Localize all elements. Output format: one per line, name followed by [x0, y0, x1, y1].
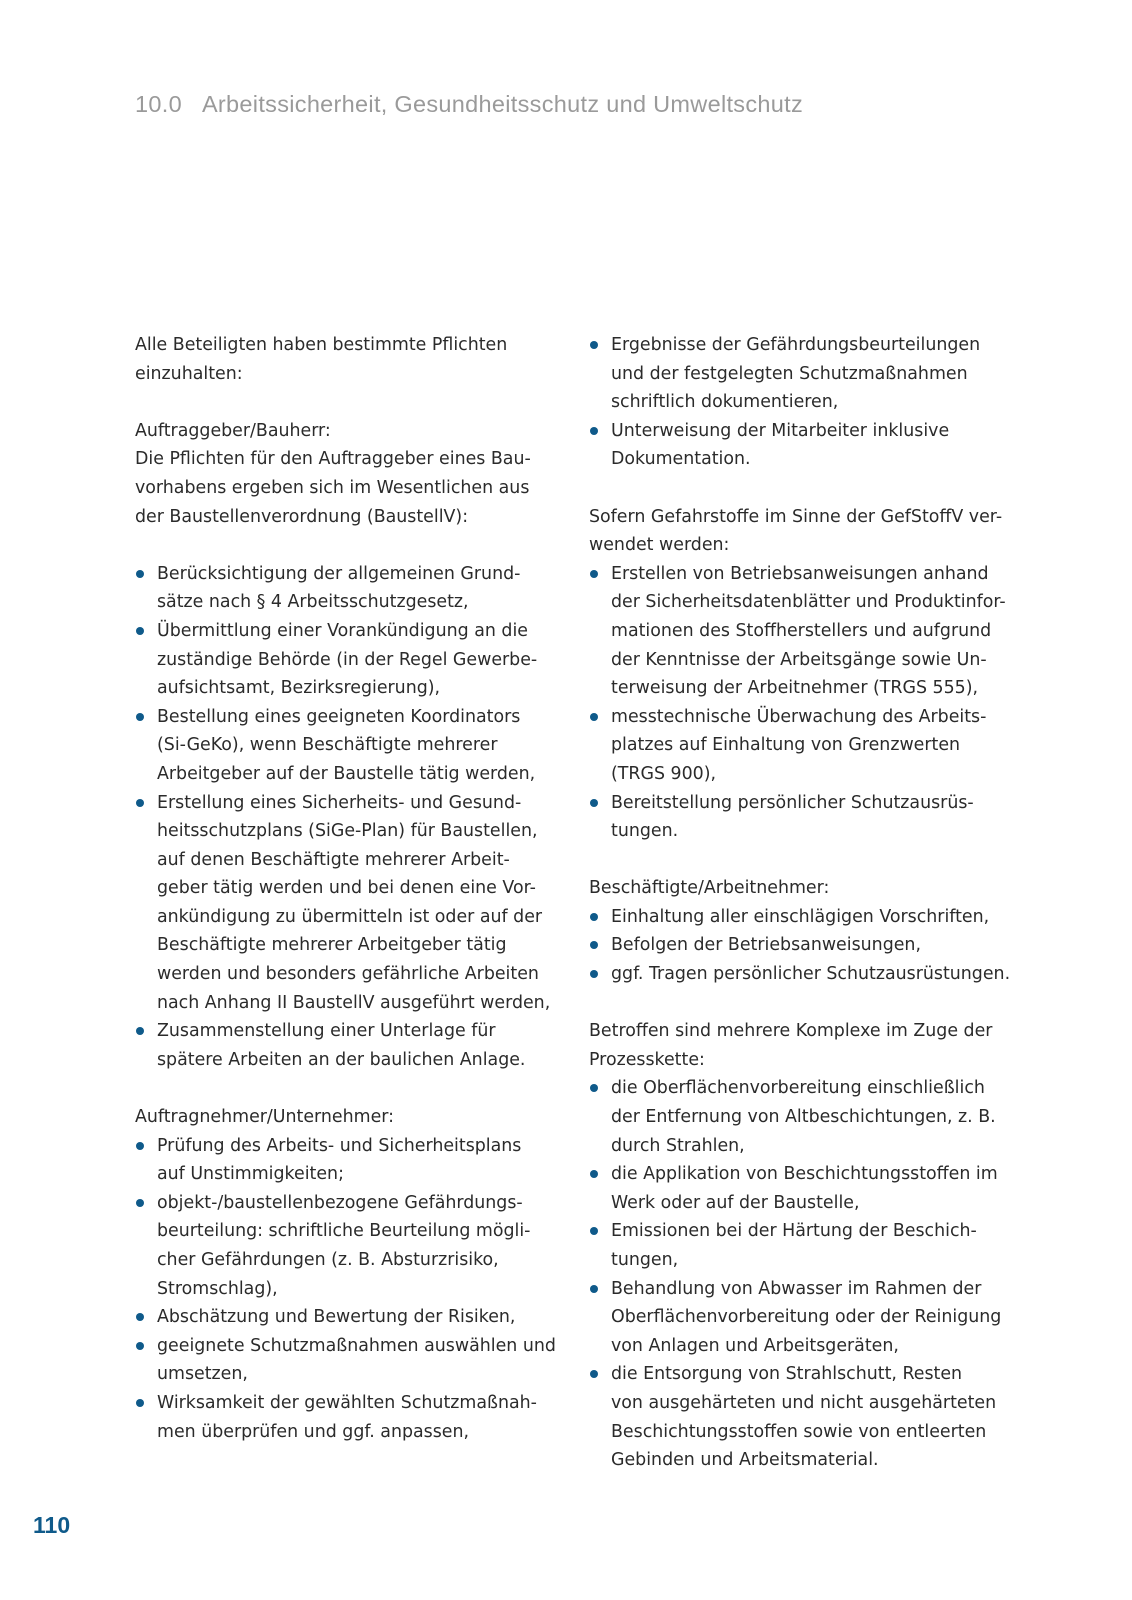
list-item-line: aufsichtsamt, Bezirksregierung), [157, 678, 441, 699]
list-item-line: sätze nach § 4 Arbeitsschutzgesetz, [157, 592, 469, 613]
list-item-line: terweisung der Arbeitnehmer (TRGS 555), [611, 678, 979, 699]
chapter-title: Arbeitssicherheit, Gesundheitsschutz und Umweltschutz [201, 91, 804, 117]
list-item-line: Erstellen von Betriebsanweisungen anhand [611, 563, 989, 584]
list-item-line: Unterweisung der Mitarbeiter inklusive [611, 420, 950, 441]
beschaeftigte-section [589, 874, 1029, 903]
list-item-line: Behandlung von Abwasser im Rahmen der [611, 1278, 982, 1299]
list-item-line: beurteilung: schriftliche Beurteilung mögli- [157, 1221, 531, 1242]
list-item-line: heitsschutzplans (SiGe-Plan) für Baustellen, [157, 821, 538, 842]
continued-list [589, 331, 1029, 474]
list-item-line: tungen. [611, 821, 679, 842]
list-item-line: Oberflächenvorbereitung oder der Reinigung [611, 1307, 1002, 1328]
list-item-line: ankündigung zu übermitteln ist oder auf der [157, 906, 543, 927]
list-item-line: Bestellung eines geeigneten Koordinators [157, 706, 521, 727]
list-item-line: Zusammenstellung einer Unterlage für [157, 1021, 496, 1042]
list-item [589, 1360, 1029, 1474]
list-item [589, 331, 1029, 417]
list-item-line: von Anlagen und Arbeitsgeräten, [611, 1335, 899, 1356]
text-line: Die Pflichten für den Auftraggeber eines Bau- [135, 449, 531, 470]
list-item-line: nach Anhang II BaustellV ausgeführt werden, [157, 992, 551, 1013]
chapter-number: 10.0 [135, 91, 182, 117]
list-item-line: die Applikation von Beschichtungsstoffen im [611, 1164, 998, 1185]
intro-paragraph [135, 331, 565, 388]
list-item-line: objekt-/baustellenbezogene Gefährdungs- [157, 1192, 523, 1213]
list-item [135, 703, 565, 789]
list-item-line: spätere Arbeiten an der baulichen Anlage. [157, 1049, 526, 1070]
list-item [589, 1217, 1029, 1274]
beschaeftigte-list [589, 903, 1029, 989]
list-item [589, 931, 1029, 960]
text-line: einzuhalten: [135, 363, 243, 384]
list-item-line: messtechnische Überwachung des Arbeits- [611, 706, 987, 727]
list-item-line: und der festgelegten Schutzmaßnahmen [611, 363, 968, 384]
list-item-line: mationen des Stoffherstellers und aufgrund [611, 620, 992, 641]
list-item [589, 1160, 1029, 1217]
list-item-line: men überprüfen und ggf. anpassen, [157, 1421, 470, 1442]
list-item-line: Abschätzung und Bewertung der Risiken, [157, 1307, 516, 1328]
list-item-line: Dokumentation. [611, 449, 751, 470]
page-header [135, 91, 803, 118]
text-line: Alle Beteiligten haben bestimmte Pflichten [135, 335, 508, 355]
list-item [135, 1303, 565, 1332]
list-item-line: (TRGS 900), [611, 763, 717, 784]
list-item-line: auf denen Beschäftigte mehrerer Arbeit- [157, 849, 510, 870]
list-item-line: auf Unstimmigkeiten; [157, 1164, 344, 1185]
auftragnehmer-section [135, 1103, 565, 1132]
list-item-line: Übermittlung einer Vorankündigung an die [157, 620, 528, 641]
list-item [135, 1332, 565, 1389]
list-item-line: platzes auf Einhaltung von Grenzwerten [611, 735, 961, 756]
list-item [135, 560, 565, 617]
list-item [589, 1074, 1029, 1160]
text-line: vorhabens ergeben sich im Wesentlichen aus [135, 477, 530, 498]
list-item [135, 1132, 565, 1189]
list-item [589, 703, 1029, 789]
list-item-line: werden und besonders gefährliche Arbeiten [157, 964, 539, 985]
list-item-line: von ausgehärteten und nicht ausgehärteten [611, 1392, 997, 1413]
list-item-line: Stromschlag), [157, 1278, 278, 1299]
list-item-line: geber tätig werden und bei denen eine Vor- [157, 878, 536, 899]
gefahrstoffe-text [589, 503, 1029, 560]
gefahrstoffe-list [589, 560, 1029, 846]
list-item-line: zuständige Behörde (in der Regel Gewerbe- [157, 649, 538, 670]
right-column [589, 331, 1029, 1503]
list-item-line: Einhaltung aller einschlägigen Vorschriften, [611, 906, 990, 927]
list-item-line: Gebinden und Arbeitsmaterial. [611, 1450, 879, 1471]
list-item [135, 617, 565, 703]
list-item [589, 789, 1029, 846]
list-item-line: der Entfernung von Altbeschichtungen, z. B. [611, 1107, 996, 1128]
list-item [135, 1189, 565, 1303]
text-line: Prozesskette: [589, 1049, 705, 1070]
list-item-line: Ergebnisse der Gefährdungsbeurteilungen [611, 335, 981, 355]
list-item-line: Berücksichtigung der allgemeinen Grund- [157, 563, 521, 584]
auftragnehmer-heading: Auftragnehmer/Unternehmer: [135, 1107, 394, 1128]
list-item-line: cher Gefährdungen (z. B. Absturzrisiko, [157, 1250, 499, 1270]
list-item-line: Werk oder auf der Baustelle, [611, 1192, 860, 1213]
text-line: Betroffen sind mehrere Komplexe im Zuge der [589, 1021, 993, 1042]
text-line: der Baustellenverordnung (BaustellV): [135, 506, 469, 527]
auftraggeber-list [135, 560, 565, 1075]
list-item-line: geeignete Schutzmaßnahmen auswählen und [157, 1335, 556, 1356]
list-item [589, 903, 1029, 932]
list-item-line: die Oberflächenvorbereitung einschließlich [611, 1078, 985, 1099]
list-item-line: die Entsorgung von Strahlschutt, Resten [611, 1364, 963, 1385]
list-item-line: Beschäftigte mehrerer Arbeitgeber tätig [157, 935, 507, 956]
list-item-line: Wirksamkeit der gewählten Schutzmaßnah- [157, 1392, 537, 1413]
auftraggeber-heading: Auftraggeber/Bauherr: [135, 420, 331, 441]
list-item [135, 1017, 565, 1074]
list-item-line: Prüfung des Arbeits- und Sicherheitsplans [157, 1135, 522, 1156]
list-item [135, 1389, 565, 1446]
list-item-line: Arbeitgeber auf der Baustelle tätig werden, [157, 763, 536, 784]
list-item-line: Emissionen bei der Härtung der Beschich- [611, 1221, 977, 1242]
list-item-line: umsetzen, [157, 1364, 248, 1385]
auftraggeber-text [135, 445, 565, 531]
list-item [589, 417, 1029, 474]
komplexe-text [589, 1017, 1029, 1074]
list-item-line: der Sicherheitsdatenblätter und Produktinfor- [611, 592, 1006, 613]
list-item [589, 1275, 1029, 1361]
list-item-line: Bereitstellung persönlicher Schutzausrüs- [611, 792, 974, 813]
page-number: 110 [33, 1512, 71, 1538]
list-item-line: Erstellung eines Sicherheits- und Gesund- [157, 792, 522, 813]
auftraggeber-section [135, 417, 565, 531]
list-item-line: schriftlich dokumentieren, [611, 392, 839, 413]
beschaeftigte-heading: Beschäftigte/Arbeitnehmer: [589, 878, 830, 899]
list-item [135, 789, 565, 1018]
list-item-line: Befolgen der Betriebsanweisungen, [611, 935, 921, 956]
list-item-line: Beschichtungsstoffen sowie von entleerten [611, 1421, 987, 1442]
list-item [589, 960, 1029, 989]
list-item [589, 560, 1029, 703]
list-item-line: durch Strahlen, [611, 1135, 745, 1156]
list-item-line: (Si-GeKo), wenn Beschäftigte mehrerer [157, 735, 498, 756]
text-line: Sofern Gefahrstoffe im Sinne der GefStoffV ver- [589, 506, 1003, 527]
list-item-line: ggf. Tragen persönlicher Schutzausrüstungen. [611, 964, 1011, 985]
left-column [135, 331, 565, 1475]
komplexe-list [589, 1074, 1029, 1474]
auftragnehmer-list [135, 1132, 565, 1447]
list-item-line: tungen, [611, 1250, 679, 1270]
list-item-line: der Kenntnisse der Arbeitsgänge sowie Un- [611, 649, 987, 670]
text-line: wendet werden: [589, 535, 730, 556]
